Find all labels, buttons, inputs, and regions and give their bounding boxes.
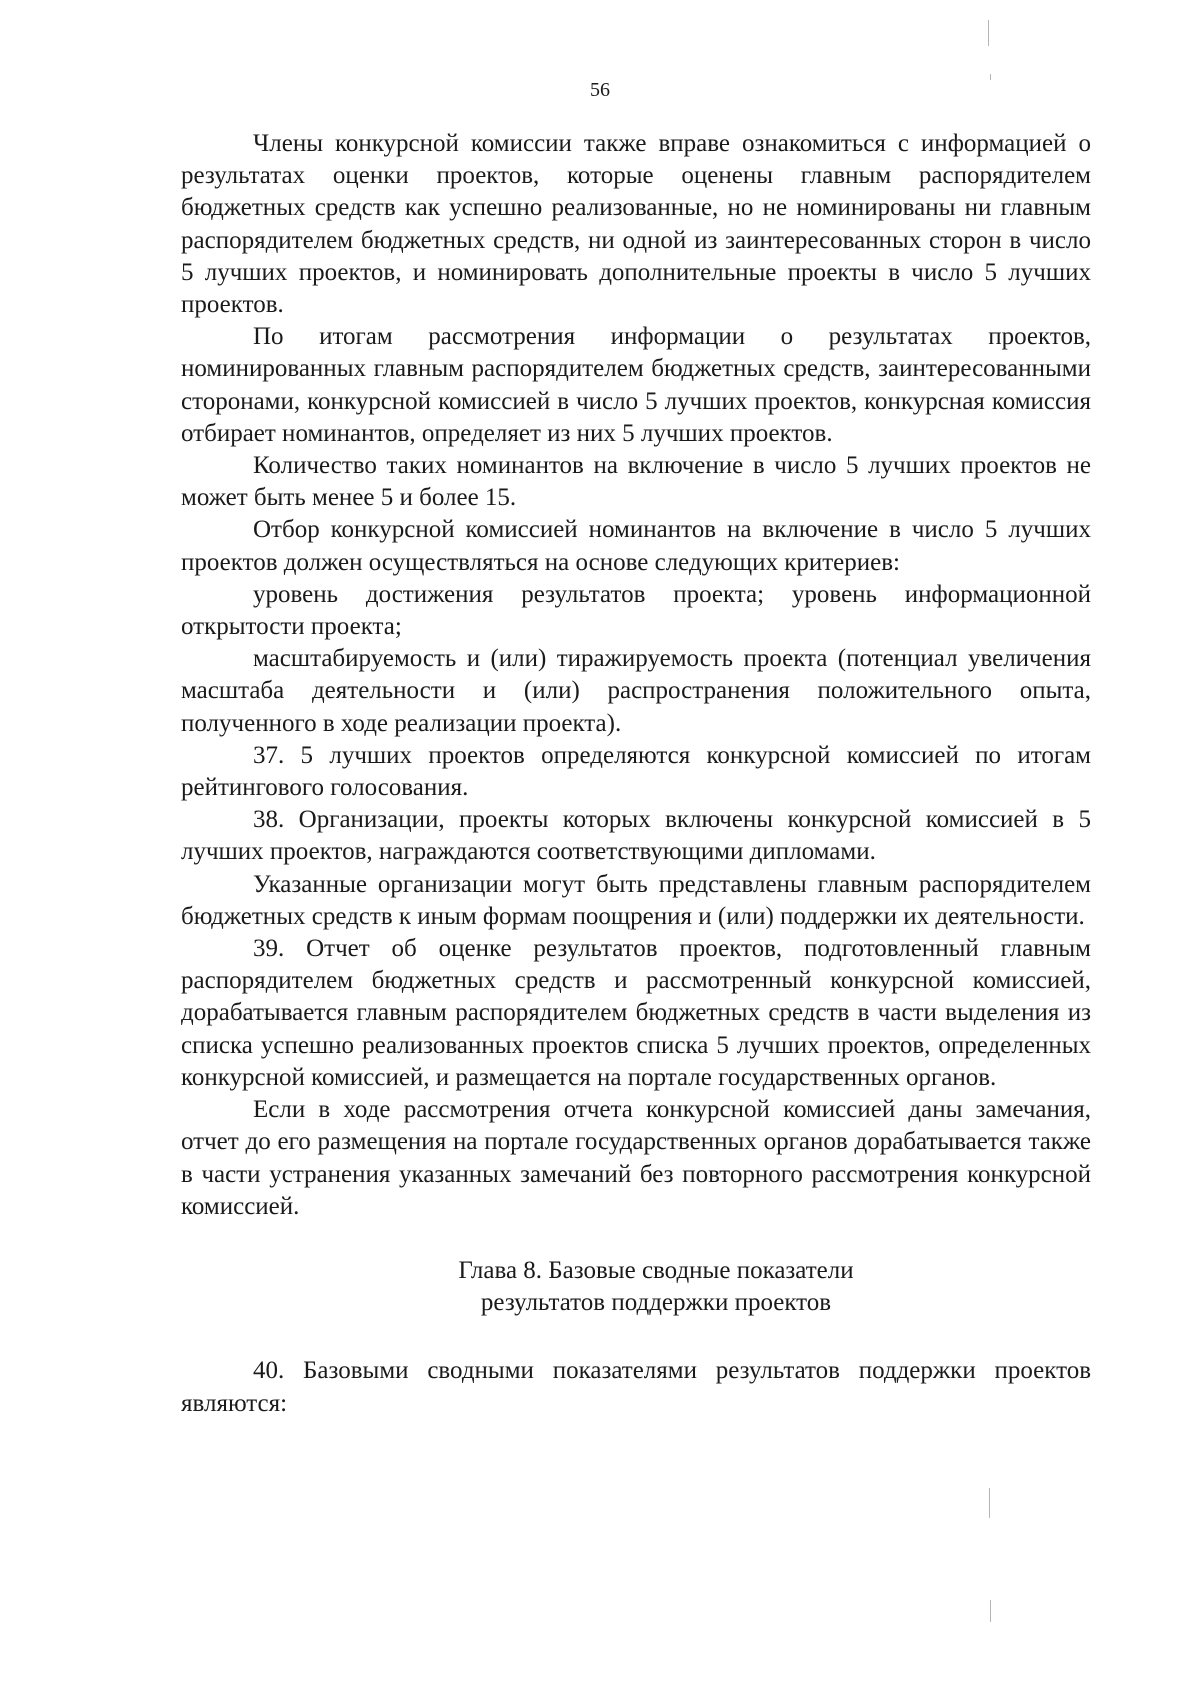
chapter-heading-line-2: результатов поддержки проектов <box>480 1289 832 1317</box>
chapter-heading <box>181 1255 1091 1319</box>
paragraph-commission-review: Члены конкурсной комиссии также вправе ознакомиться с информацией о результатах оценки проектов, которые оценены главным распорядителем бюджетных средств как успешно реализованные, но не номинированы ни главным распорядителем бюджетных средств, ни одной из заинтересованных сторон в число 5 лучших проектов, и номинировать дополнительные проекты в число 5 лучших проектов. <box>181 130 1091 319</box>
paragraph-nominee-count: Количество таких номинантов на включение в число 5 лучших проектов не может быть менее 5 и более 15. <box>181 452 1091 512</box>
paragraph-criterion-results: уровень достижения результатов проекта; уровень информационной открытости проекта; <box>181 580 1091 641</box>
scan-speck <box>988 20 989 46</box>
scan-speck <box>989 1488 990 1518</box>
paragraph-selection-results: По итогам рассмотрения информации о результатах проектов, номинированных главным распорядителем бюджетных средств, заинтересованными сторонами, конкурсной комиссией в число 5 лучших проектов, конкурсная комиссия отбирает номинантов, определяет из них 5 лучших проектов. <box>181 323 1091 447</box>
paragraph-item-37: 37. 5 лучших проектов определяются конкурсной комиссией по итогам рейтингового голосования. <box>181 741 1091 802</box>
paragraph-item-39: 39. Отчет об оценке результатов проектов, подготовленный главным распорядителем бюджетных средств и рассмотренный конкурсной комиссией, дорабатывается главным распорядителем бюджетных средств в части выделения из списка успешно реализованных проектов списка 5 лучших проектов, определенных конкурсной комиссией, и размещается на портале государственных органов. <box>181 935 1091 1091</box>
scan-speck <box>990 1600 991 1622</box>
paragraph-remarks: Если в ходе рассмотрения отчета конкурсной комиссией даны замечания, отчет до его размещения на портале государственных органов дорабатывается также в части устранения указанных замечаний без повторного рассмотрения конкурсной комиссией. <box>181 1096 1091 1220</box>
paragraph-selection-criteria: Отбор конкурсной комиссией номинантов на включение в число 5 лучших проектов должен осуществляться на основе следующих критериев: <box>181 516 1091 576</box>
page-number: 56 <box>590 79 610 101</box>
paragraph-encouragement: Указанные организации могут быть представлены главным распорядителем бюджетных средств к иным формам поощрения и (или) поддержки их деятельности. <box>181 870 1091 930</box>
chapter-heading-line-1: Глава 8. Базовые сводные показатели <box>458 1256 854 1284</box>
paragraph-item-40: 40. Базовыми сводными показателями результатов поддержки проектов являются: <box>181 1357 1091 1417</box>
paragraph-criterion-scalability: масштабируемость и (или) тиражируемость проекта (потенциал увеличения масштаба деятельности и (или) распространения положительного опыта, полученного в ходе реализации проекта). <box>181 645 1091 737</box>
scan-speck <box>990 74 991 80</box>
document-body <box>181 128 1091 1420</box>
paragraph-item-38: 38. Организации, проекты которых включены конкурсной комиссией в 5 лучших проектов, награждаются соответствующими дипломами. <box>181 806 1091 866</box>
